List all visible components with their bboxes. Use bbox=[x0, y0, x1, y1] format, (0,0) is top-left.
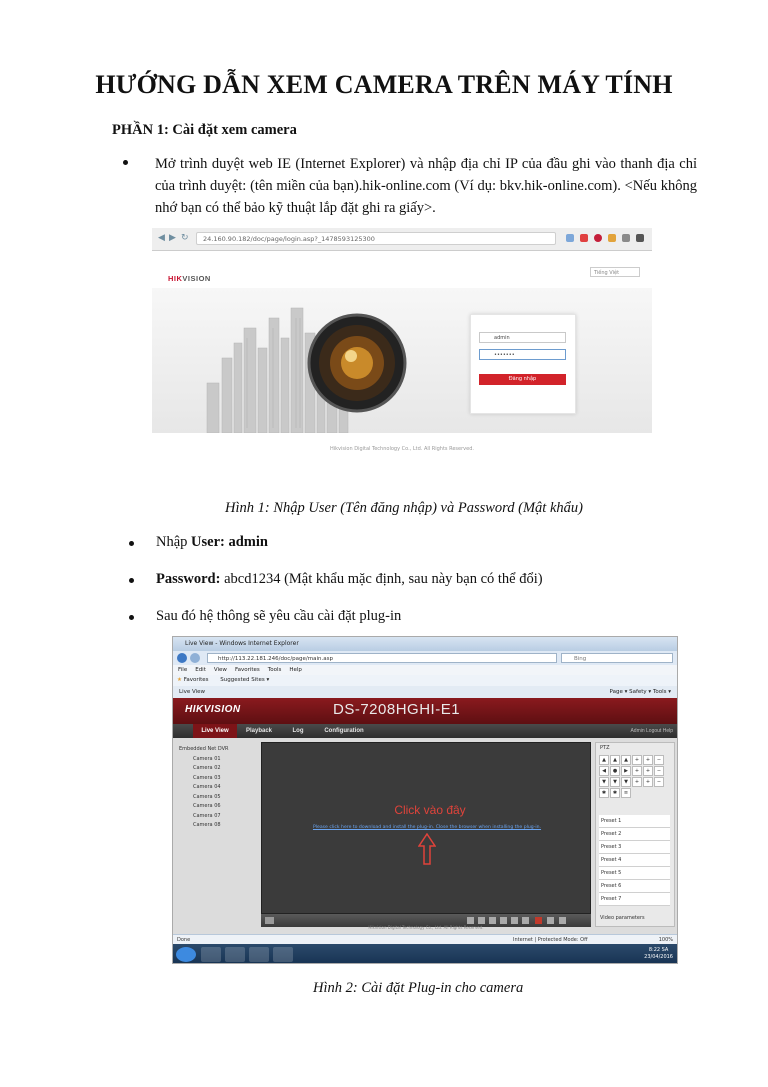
language-select[interactable]: Tiếng Việt bbox=[590, 267, 640, 277]
ptz-button[interactable]: ▶ bbox=[621, 766, 631, 776]
ptz-button[interactable]: + bbox=[643, 755, 653, 765]
ie-address-row bbox=[173, 651, 678, 665]
login-button[interactable]: Đăng nhập bbox=[479, 374, 566, 385]
bullet-user: Nhập User: admin bbox=[156, 534, 268, 550]
ptz-button[interactable]: − bbox=[654, 766, 664, 776]
opera-icon[interactable] bbox=[594, 234, 602, 242]
tab-configuration[interactable]: Configuration bbox=[324, 728, 364, 734]
preset-list bbox=[599, 815, 670, 906]
login-footer: Hikvision Digital Technology Co., Ltd. All Rights Reserved. bbox=[330, 446, 474, 452]
ie-taskbar-icon[interactable] bbox=[201, 947, 221, 962]
reload-icon[interactable]: ↻ bbox=[181, 233, 189, 243]
ptz-button[interactable]: + bbox=[643, 777, 653, 787]
star-icon: ★ bbox=[177, 677, 182, 683]
click-here-annotation: Click vào đây bbox=[394, 803, 466, 817]
hikvision-logo: HIKVISION bbox=[185, 704, 241, 715]
ptz-button[interactable]: ◀ bbox=[599, 766, 609, 776]
section-heading: PHẦN 1: Cài đặt xem camera bbox=[112, 122, 297, 138]
menu-item[interactable]: View bbox=[213, 667, 227, 673]
address-bar[interactable]: http://113.22.181.246/doc/page/main.asp bbox=[207, 653, 557, 663]
suggested-sites[interactable]: Suggested Sites ▾ bbox=[220, 677, 270, 683]
status-text: Done bbox=[177, 937, 191, 943]
ptz-button[interactable]: + bbox=[632, 777, 642, 787]
back-icon[interactable] bbox=[177, 653, 187, 663]
download-icon[interactable] bbox=[622, 234, 630, 242]
preset-item[interactable]: Preset 6 bbox=[599, 880, 670, 893]
ptz-button[interactable]: ▼ bbox=[599, 777, 609, 787]
camera-item[interactable]: Camera 04 bbox=[193, 784, 221, 790]
ptz-button[interactable]: ✱ bbox=[599, 788, 609, 798]
preset-item[interactable]: Preset 3 bbox=[599, 841, 670, 854]
figure-2-caption: Hình 2: Cài đặt Plug-in cho camera bbox=[313, 980, 524, 996]
ptz-button[interactable]: ● bbox=[610, 766, 620, 776]
arrow-up-icon bbox=[418, 833, 436, 865]
zoom-level[interactable]: 100% bbox=[658, 937, 673, 943]
city-skyline-illustration bbox=[152, 288, 652, 433]
back-icon[interactable]: ◀ bbox=[158, 233, 165, 243]
ptz-button[interactable]: + bbox=[643, 766, 653, 776]
tab-playback[interactable]: Playback bbox=[245, 728, 273, 734]
bullet-dot bbox=[129, 615, 134, 620]
ptz-button[interactable]: + bbox=[632, 766, 642, 776]
camera-item[interactable]: Camera 05 bbox=[193, 793, 221, 800]
video-area bbox=[261, 742, 591, 914]
preset-item[interactable]: Preset 4 bbox=[599, 854, 670, 867]
bookmark-icon[interactable] bbox=[566, 234, 574, 242]
system-clock: 8:22 SA 23/04/2016 bbox=[644, 947, 673, 960]
ptz-controls bbox=[599, 755, 671, 799]
start-icon[interactable] bbox=[176, 947, 196, 962]
main-nav bbox=[173, 724, 678, 738]
extension-icon[interactable] bbox=[608, 234, 616, 242]
figure-2-screenshot bbox=[172, 636, 678, 964]
bullet-dot bbox=[123, 160, 128, 165]
figure-1-screenshot bbox=[152, 228, 652, 458]
bullet-plugin: Sau đó hệ thông sẽ yêu cầu cài đặt plug-in bbox=[156, 608, 402, 624]
ptz-button[interactable]: − bbox=[654, 777, 664, 787]
chrome-taskbar-icon[interactable] bbox=[273, 947, 293, 962]
menu-item[interactable]: Edit bbox=[195, 667, 206, 673]
ptz-label: PTZ bbox=[600, 745, 610, 751]
tab-live-view[interactable]: Live View bbox=[179, 689, 206, 695]
password-field[interactable]: ••••••• bbox=[479, 349, 566, 360]
browser-toolbar bbox=[152, 228, 652, 251]
menu-item[interactable]: File bbox=[178, 667, 188, 673]
menu-item[interactable]: Tools bbox=[267, 667, 282, 673]
user-links[interactable]: Admin Logout Help bbox=[630, 728, 673, 734]
camera-item[interactable]: Camera 02 bbox=[193, 765, 221, 771]
page-footer: Hikvision Digital Technology Co., Ltd. All Rights Reserved. bbox=[368, 925, 484, 930]
hikvision-logo: HIKVISION bbox=[168, 274, 211, 283]
camera-item[interactable]: Camera 06 bbox=[193, 803, 221, 809]
preset-item[interactable]: Preset 7 bbox=[599, 893, 670, 906]
username-field[interactable]: admin bbox=[479, 332, 566, 343]
security-zone: Internet | Protected Mode: Off bbox=[513, 937, 588, 943]
menu-item[interactable]: Help bbox=[289, 667, 302, 673]
ptz-button[interactable]: ✱ bbox=[610, 788, 620, 798]
hikvision-header bbox=[173, 698, 678, 724]
tab-log[interactable]: Log bbox=[292, 728, 304, 734]
tree-root[interactable]: Embedded Net DVR bbox=[179, 746, 229, 752]
camera-item[interactable]: Camera 08 bbox=[193, 822, 221, 828]
video-parameters-label[interactable]: Video parameters bbox=[600, 915, 645, 921]
preset-item[interactable]: Preset 1 bbox=[599, 815, 670, 828]
bullet-password: Password: abcd1234 (Mật khẩu mặc định, sau này bạn có thể đổi) bbox=[156, 571, 543, 587]
camera-item[interactable]: Camera 03 bbox=[193, 774, 221, 781]
search-input[interactable]: Bing bbox=[561, 653, 673, 663]
camera-item[interactable]: Camera 01 bbox=[193, 755, 221, 762]
media-taskbar-icon[interactable] bbox=[249, 947, 269, 962]
preset-item[interactable]: Preset 2 bbox=[599, 828, 670, 841]
favorites-button[interactable]: Favorites bbox=[183, 677, 209, 683]
favorites-bar bbox=[173, 675, 678, 686]
ptz-button[interactable]: ▼ bbox=[621, 777, 631, 787]
document-title: HƯỚNG DẪN XEM CAMERA TRÊN MÁY TÍNH bbox=[95, 70, 673, 99]
ptz-panel bbox=[595, 742, 675, 927]
ptz-button[interactable]: ▲ bbox=[610, 755, 620, 765]
bullet-dot bbox=[129, 541, 134, 546]
plugin-download-link[interactable]: Please click here to download and install the plug-in. Close the browser when installing the plug-in. bbox=[312, 825, 542, 830]
ptz-button[interactable]: ▲ bbox=[621, 755, 631, 765]
ptz-button[interactable]: + bbox=[632, 755, 642, 765]
camera-item[interactable]: Camera 07 bbox=[193, 812, 221, 819]
command-bar[interactable]: Page ▾ Safety ▾ Tools ▾ bbox=[609, 689, 671, 695]
window-title: Live View - Windows Internet Explorer bbox=[173, 637, 678, 651]
ptz-button[interactable]: ▲ bbox=[599, 755, 609, 765]
forward-icon[interactable] bbox=[190, 653, 200, 663]
bullet-dot bbox=[129, 578, 134, 583]
ptz-button[interactable]: − bbox=[654, 755, 664, 765]
preset-item[interactable]: Preset 5 bbox=[599, 867, 670, 880]
tab-live-view[interactable]: Live View bbox=[193, 724, 237, 738]
camera-tree bbox=[179, 745, 229, 831]
login-panel bbox=[470, 314, 576, 414]
forward-icon[interactable]: ▶ bbox=[169, 233, 176, 243]
device-model: DS-7208HGHI-E1 bbox=[333, 701, 461, 718]
windows-taskbar bbox=[173, 944, 678, 964]
ptz-button[interactable]: ≡ bbox=[621, 788, 631, 798]
ptz-button[interactable]: ▼ bbox=[610, 777, 620, 787]
login-banner bbox=[152, 288, 652, 433]
menu-icon[interactable] bbox=[636, 234, 644, 242]
address-bar[interactable]: 24.160.90.182/doc/page/login.asp?_1478593125300 bbox=[196, 232, 556, 245]
menu-bar bbox=[173, 665, 678, 675]
menu-item[interactable]: Favorites bbox=[234, 667, 260, 673]
figure-1-caption: Hình 1: Nhập User (Tên đăng nhập) và Password (Mật khẩu) bbox=[225, 500, 583, 516]
intro-paragraph: Mở trình duyệt web IE (Internet Explorer) và nhập địa chỉ IP của đầu ghi vào thanh địa chỉ của trình duyệt: (tên miền của bạn).hik-online.com (Ví dụ: bkv.hik-online.com). <Nếu không nhớ bạn có thể bảo kỹ thuật lắp đặt ghi ra giấy>. bbox=[155, 156, 697, 216]
extension-icon[interactable] bbox=[580, 234, 588, 242]
folder-taskbar-icon[interactable] bbox=[225, 947, 245, 962]
